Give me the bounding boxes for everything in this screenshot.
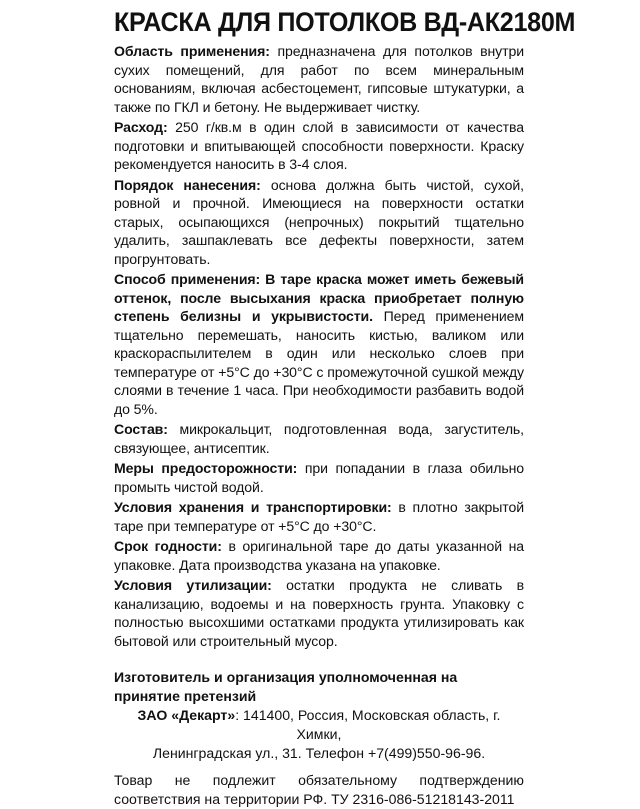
section-label: Срок годности: <box>114 538 222 554</box>
section-shelf-life <box>114 537 524 574</box>
section-text: при попадании в глаза обильно промыть чистой водой. <box>114 460 524 495</box>
manufacturer-address <box>114 706 524 744</box>
section-label: Меры предосторожности: <box>114 460 298 476</box>
section-application-order <box>114 176 524 269</box>
section-consumption <box>114 118 524 174</box>
section-text: остатки продукта не сливать в канализацию, водоемы и на поверхность грунта. Упаковку с полностью высохшими остатками продукта утилизировать как бытовой или строительный мусор. <box>114 577 524 649</box>
manufacturer-heading <box>114 668 524 706</box>
section-disposal <box>114 576 524 650</box>
section-label: Способ применения: <box>114 271 261 287</box>
section-text: 250 г/кв.м в один слой в зависимости от качества подготовки и впитывающей способности поверхности. Краску рекомендуется наносить в 3-4 слоя. <box>114 119 524 172</box>
section-text: Перед применением тщательно перемешать, наносить кистью, валиком или краскораспылителем в один или несколько слоев при температуре от +5°С до +30°С с промежуточной сушкой между слоями в течение 1 часа. При необходимости разбавить водой до 5%. <box>114 308 524 417</box>
section-application-area <box>114 42 524 116</box>
section-label: Условия утилизации: <box>114 577 272 593</box>
address-line1: : 141400, Россия, Московская область, г. Химки, <box>235 707 501 742</box>
section-label: Область применения: <box>114 43 270 59</box>
section-application-method <box>114 270 524 418</box>
manufacturer-heading-text: Изготовитель и организация уполномоченная на принятие претензий <box>114 669 458 704</box>
section-precautions <box>114 459 524 496</box>
section-text: основа должна быть чистой, сухой, ровной и прочной. Имеющиеся на поверхности остатки старых, осыпающихся (непрочных) покрытий тщательно удалить, зашпаклевать все дефекты поверхности, затем прогрунтовать. <box>114 176 524 267</box>
section-label: Порядок нанесения: <box>114 176 261 193</box>
manufacturer-block <box>114 668 524 763</box>
product-title: КРАСКА ДЛЯ ПОТОЛКОВ ВД-АК2180М <box>114 7 576 37</box>
section-label: Состав: <box>114 421 168 437</box>
section-label: Условия хранения и транспортировки: <box>114 499 392 515</box>
section-label: Расход: <box>114 119 168 135</box>
section-text: в плотно закрытой таре при температуре от +5°С до +30°С. <box>114 499 525 534</box>
address-line2: Ленинградская ул., 31. Телефон +7(499)550-96-96. <box>152 745 486 761</box>
section-storage <box>114 498 524 535</box>
certification-note: Товар не подлежит обязательному подтверждению соответствия на территории РФ. ТУ 2316-086-51218143-2011 <box>114 772 524 807</box>
section-text: предназначена для потолков внутри сухих помещений, для работ по всем минеральным основаниям, включая асбестоцемент, гипсовые штукатурки, а также по ГКЛ и бетону. Не выдерживает чистку. <box>114 43 524 115</box>
company-name: ЗАО «Декарт» <box>137 707 236 723</box>
section-bold-text: В таре краска может иметь бежевый оттенок, после высыхания краска приобретает полную степень белизны и укрывистости. <box>114 271 524 324</box>
section-text: в оригинальной таре до даты указанной на упаковке. Дата производства указана на упаковке. <box>114 538 524 573</box>
section-composition <box>114 420 524 457</box>
section-text: микрокальцит, подготовленная вода, загуститель, связующее, антисептик. <box>114 421 524 456</box>
